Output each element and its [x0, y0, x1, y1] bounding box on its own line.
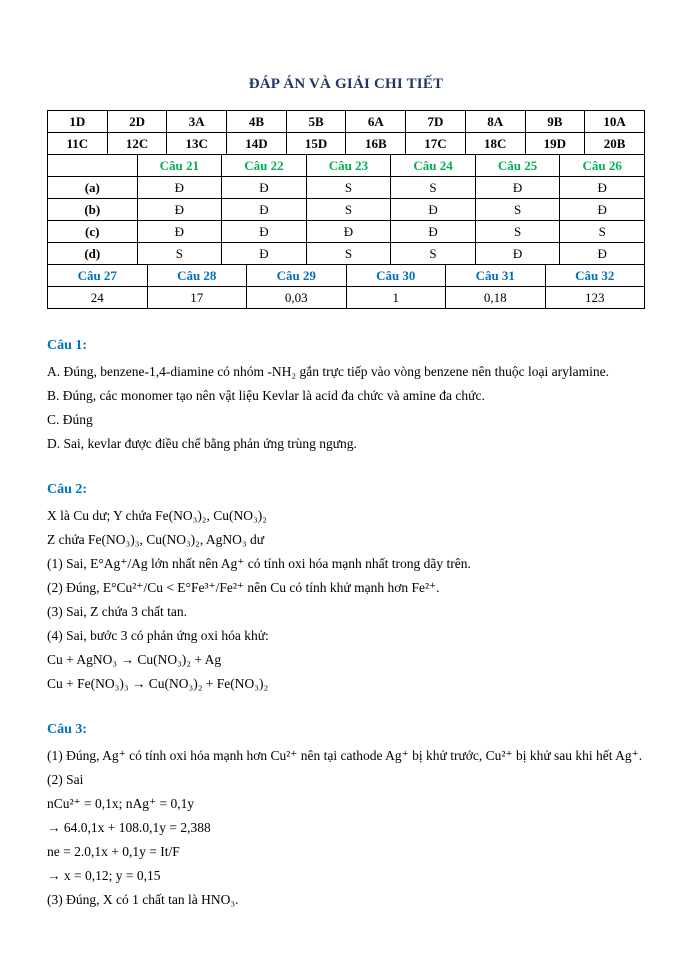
- tf-row-label: (d): [48, 243, 138, 265]
- tf-value-cell: Đ: [137, 199, 222, 221]
- tf-value-cell: Đ: [475, 243, 560, 265]
- mc-cell: 6A: [346, 111, 406, 133]
- table-row: [48, 243, 645, 265]
- solution-line: nCu²⁺ = 0,1x; nAg⁺ = 0,1y: [47, 796, 195, 811]
- mc-cell: 1D: [48, 111, 108, 133]
- solution-line: → 64.0,1x + 108.0,1y = 2,388: [47, 820, 211, 835]
- mc-cell: 16B: [346, 133, 406, 155]
- solution-line: Cu + Fe(NO₃)₃ → Cu(NO₃)₂ + Fe(NO₃)₂: [47, 676, 269, 691]
- mc-cell: 8A: [465, 111, 525, 133]
- tf-value-cell: S: [391, 243, 476, 265]
- tf-value-cell: S: [306, 177, 391, 199]
- tf-row-label: (b): [48, 199, 138, 221]
- tf-value-cell: Đ: [137, 177, 222, 199]
- mc-cell: 2D: [107, 111, 167, 133]
- solution-section-cau3: [47, 722, 645, 909]
- mc-cell: 4B: [227, 111, 287, 133]
- tf-value-cell: S: [475, 199, 560, 221]
- tf-value-cell: Đ: [391, 199, 476, 221]
- short-header-cell: Câu 29: [247, 265, 347, 287]
- tf-value-cell: Đ: [222, 243, 307, 265]
- table-row: [48, 199, 645, 221]
- solution-line: (1) Đúng, Ag⁺ có tính oxi hóa mạnh hơn Cu²⁺ nên tại cathode Ag⁺ bị khử trước, Cu²⁺ bị khử sau khi hết Ag⁺.: [47, 748, 643, 763]
- short-header-cell: Câu 31: [446, 265, 546, 287]
- mc-cell: 17C: [406, 133, 466, 155]
- tf-value-cell: Đ: [560, 177, 645, 199]
- solution-line: X là Cu dư; Y chứa Fe(NO₃)₂, Cu(NO₃)₂: [47, 508, 267, 523]
- solution-line: (2) Đúng, E°Cu²⁺/Cu < E°Fe³⁺/Fe²⁺ nên Cu có tính khử mạnh hơn Fe²⁺.: [47, 580, 440, 595]
- tf-row-label: (c): [48, 221, 138, 243]
- tf-answer-table: [47, 154, 645, 265]
- short-header-cell: Câu 27: [48, 265, 148, 287]
- solution-line: (2) Sai: [47, 772, 84, 787]
- section-heading: Câu 2:: [47, 482, 88, 497]
- short-value-cell: 123: [545, 287, 645, 309]
- solution-line: Cu + AgNO₃ → Cu(NO₃)₂ + Ag: [47, 652, 222, 667]
- mc-cell: 15D: [286, 133, 346, 155]
- short-value-cell: 17: [147, 287, 247, 309]
- short-answer-table: [47, 264, 645, 309]
- table-row: [48, 133, 645, 155]
- mc-cell: 7D: [406, 111, 466, 133]
- tf-value-cell: S: [306, 199, 391, 221]
- tf-header-cell: Câu 22: [222, 155, 307, 177]
- mc-cell: 19D: [525, 133, 585, 155]
- tf-header-cell: Câu 25: [475, 155, 560, 177]
- section-heading: Câu 1:: [47, 338, 88, 353]
- solution-line: ne = 2.0,1x + 0,1y = It/F: [47, 844, 180, 859]
- solution-line: A. Đúng, benzene-1,4-diamine có nhóm -NH₂ gắn trực tiếp vào vòng benzene nên thuộc loại arylamine.: [47, 364, 609, 379]
- mc-cell: 20B: [585, 133, 645, 155]
- solution-line: B. Đúng, các monomer tạo nên vật liệu Kevlar là acid đa chức và amine đa chức.: [47, 388, 485, 403]
- table-row: [48, 177, 645, 199]
- solution-line: Z chứa Fe(NO₃)₃, Cu(NO₃)₂, AgNO₃ dư: [47, 532, 265, 547]
- mc-cell: 5B: [286, 111, 346, 133]
- table-row: [48, 221, 645, 243]
- mc-cell: 10A: [585, 111, 645, 133]
- solution-line: C. Đúng: [47, 412, 93, 427]
- short-value-cell: 24: [48, 287, 148, 309]
- tf-value-cell: Đ: [560, 199, 645, 221]
- mc-answer-table: [47, 110, 645, 155]
- mc-cell: 13C: [167, 133, 227, 155]
- tf-value-cell: S: [475, 221, 560, 243]
- short-header-cell: Câu 32: [545, 265, 645, 287]
- tf-value-cell: S: [137, 243, 222, 265]
- tf-value-cell: S: [306, 243, 391, 265]
- tf-value-cell: S: [560, 221, 645, 243]
- mc-cell: 12C: [107, 133, 167, 155]
- tf-value-cell: Đ: [391, 221, 476, 243]
- solution-line: (3) Sai, Z chứa 3 chất tan.: [47, 604, 188, 619]
- short-value-cell: 0,18: [446, 287, 546, 309]
- tf-row-label: (a): [48, 177, 138, 199]
- table-row: [48, 265, 645, 287]
- table-row: [48, 287, 645, 309]
- tf-value-cell: Đ: [222, 199, 307, 221]
- solution-section-cau2: [47, 482, 645, 693]
- table-row: [48, 111, 645, 133]
- page-title: ĐÁP ÁN VÀ GIẢI CHI TIẾT: [248, 76, 444, 92]
- tf-value-cell: Đ: [560, 243, 645, 265]
- tf-header-cell: Câu 26: [560, 155, 645, 177]
- solution-line: (1) Sai, E°Ag⁺/Ag lớn nhất nên Ag⁺ có tính oxi hóa mạnh nhất trong dãy trên.: [47, 556, 471, 571]
- tf-value-cell: S: [391, 177, 476, 199]
- mc-cell: 3A: [167, 111, 227, 133]
- short-header-cell: Câu 28: [147, 265, 247, 287]
- solution-line: (3) Đúng, X có 1 chất tan là HNO₃.: [47, 892, 239, 907]
- solution-section-cau1: [47, 338, 645, 453]
- short-value-cell: 0,03: [247, 287, 347, 309]
- tf-header-cell: Câu 21: [137, 155, 222, 177]
- tf-value-cell: Đ: [222, 177, 307, 199]
- short-header-cell: Câu 30: [346, 265, 446, 287]
- tf-value-cell: Đ: [306, 221, 391, 243]
- tf-value-cell: Đ: [475, 177, 560, 199]
- mc-cell: 18C: [465, 133, 525, 155]
- mc-cell: 9B: [525, 111, 585, 133]
- tf-value-cell: Đ: [137, 221, 222, 243]
- mc-cell: 14D: [227, 133, 287, 155]
- solution-line: D. Sai, kevlar được điều chế bằng phản ứng trùng ngưng.: [47, 436, 357, 451]
- tf-value-cell: Đ: [222, 221, 307, 243]
- solution-line: → x = 0,12; y = 0,15: [47, 868, 161, 883]
- tf-header-cell: Câu 23: [306, 155, 391, 177]
- tf-empty-cell: [48, 155, 138, 177]
- mc-cell: 11C: [48, 133, 108, 155]
- tf-header-cell: Câu 24: [391, 155, 476, 177]
- section-heading: Câu 3:: [47, 722, 88, 737]
- solution-line: (4) Sai, bước 3 có phản ứng oxi hóa khử:: [47, 628, 269, 643]
- table-row: [48, 155, 645, 177]
- short-value-cell: 1: [346, 287, 446, 309]
